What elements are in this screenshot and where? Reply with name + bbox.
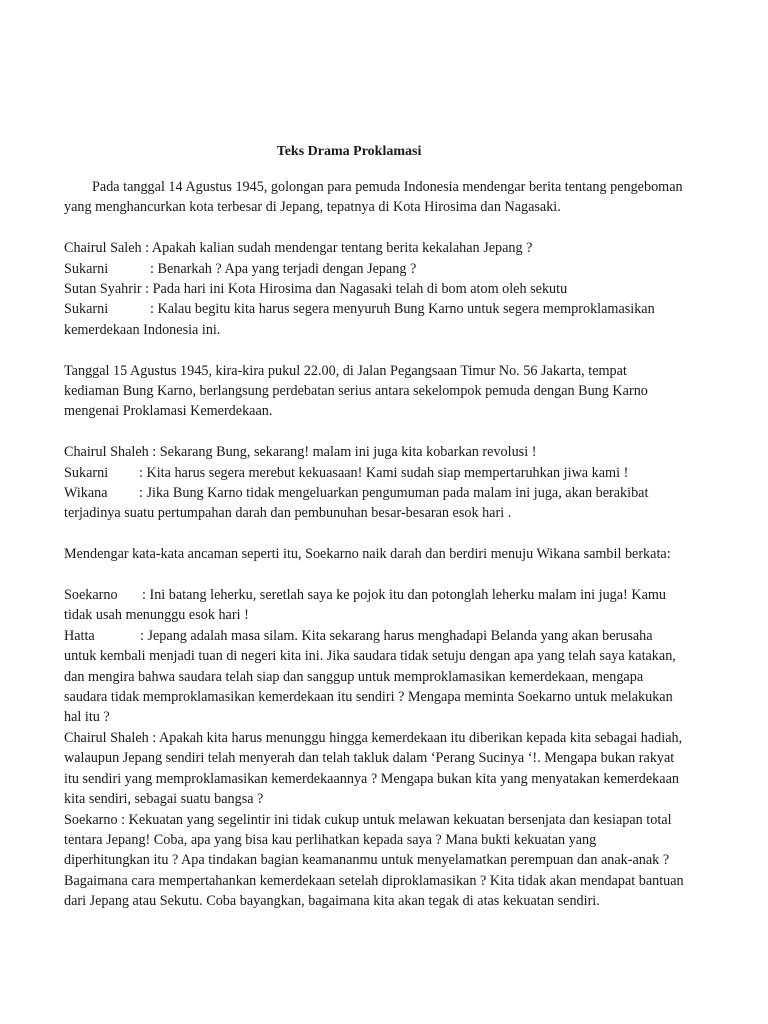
dialogue-text: : Benarkah ? Apa yang terjadi dengan Jepang ? <box>150 260 417 277</box>
paragraph-gap <box>64 524 684 544</box>
speaker-name: Hatta <box>64 627 95 644</box>
dialogue-text: Sekarang Bung, sekarang! malam ini juga kita kobarkan revolusi ! <box>156 444 537 461</box>
dialogue-text: : Jika Bung Karno tidak mengeluarkan pengumuman pada malam ini juga, akan berakibat terjadinya suatu pertumpahan darah dan pembunuhan besar-besaran esok hari . <box>64 485 649 522</box>
document-title <box>0 144 768 160</box>
narration-paragraph: Pada tanggal 14 Agustus 1945, golongan para pemuda Indonesia mendengar berita tentang pengeboman yang menghancurkan kota terbesar di Jepang, tepatnya di Kota Hirosima dan Nagasaki. <box>64 179 683 216</box>
dialogue-line <box>64 442 684 462</box>
dialogue-line <box>64 626 684 728</box>
speaker-name: Chairul Saleh : <box>64 240 150 257</box>
speaker-name: Sukarni <box>64 260 109 277</box>
paragraph-gap <box>64 422 684 442</box>
dialogue-line <box>64 238 684 258</box>
dialogue-line <box>64 728 684 810</box>
narration-paragraph: Tanggal 15 Agustus 1945, kira-kira pukul 22.00, di Jalan Pegangsaan Timur No. 56 Jakarta, tempat kediaman Bung Karno, berlangsung perdebatan serius antara sekelompok pemuda dengan Bung Karno mengenai Proklamasi Kemerdekaan. <box>64 362 648 420</box>
paragraph-gap <box>64 340 684 360</box>
dialogue-text: Pada hari ini Kota Hirosima dan Nagasaki telah di bom atom oleh sekutu <box>149 281 568 298</box>
paragraph-gap <box>64 218 684 238</box>
speaker-name: Soekarno <box>64 587 118 604</box>
dialogue-line <box>64 810 684 912</box>
dialogue-line <box>64 585 684 626</box>
dialogue-line <box>64 279 684 299</box>
speaker-name: Chairul Shaleh : <box>64 444 157 461</box>
dialogue-text: : Kalau begitu kita harus segera menyuruh Bung Karno untuk segera memproklamasikan kemerdekaan Indonesia ini. <box>64 301 655 338</box>
speaker-name: Sukarni <box>64 301 109 318</box>
dialogue-text: : Jepang adalah masa silam. Kita sekarang harus menghadapi Belanda yang akan berusaha untuk kembali menjadi tuan di negeri kita ini. Jika saudara tidak setuju dengan apa yang telah saya katakan, dan mengira bahwa saudara telah siap dan sanggup untuk memproklamasikan kemerdekaan, mengapa saudara tidak memproklamasikan kemerdekaan itu sendiri ? Mengapa meminta Soekarno untuk melakukan hal itu ? <box>64 627 676 726</box>
speaker-name: Wikana <box>64 485 108 502</box>
dialogue-text: Kekuatan yang segelintir ini tidak cukup untuk melawan kekuatan bersenjata dan kesiapan total tentara Jepang! Coba, apa yang bisa kau perlihatkan kepada saya ? Mana bukti kekuatan yang diperhitungkan itu ? Apa tindakan bagian keamananmu untuk menyelamatkan perempuan dan anak-anak ? Bagaimana cara mempertahankan kemerdekaan setelah diproklamasikan ? Kita tidak akan mendapat bantuan dari Jepang atau Sekutu. Coba bayangkan, bagaimana kita akan tegak di atas kekuatan sendiri. <box>64 811 684 910</box>
dialogue-text: : Kita harus segera merebut kekuasaan! Kami sudah siap mempertaruhkan jiwa kami ! <box>139 464 629 481</box>
dialogue-line <box>64 463 684 483</box>
dialogue-text: : Ini batang leherku, seretlah saya ke pojok itu dan potonglah leherku malam ini juga! Kamu tidak usah menunggu esok hari ! <box>64 587 666 624</box>
title-text: Teks Drama Proklamasi <box>276 144 422 159</box>
paragraph-gap <box>64 565 684 585</box>
speaker-name: Soekarno : <box>64 811 126 828</box>
document-body <box>64 177 684 912</box>
speaker-name: Sutan Syahrir : <box>64 281 150 298</box>
dialogue-text: Apakah kita harus menunggu hingga kemerdekaan itu diberikan kepada kita sebagai hadiah, walaupun Jepang sendiri telah menyerah dan telah takluk dalam ‘Perang Sucinya ‘!. Mengapa bukan rakyat itu sendiri yang memproklamasikan kemerdekaannya ? Mengapa bukan kita yang menyatakan kemerdekaan kita sendiri, sebagai suatu bangsa ? <box>64 729 683 808</box>
dialogue-text: Apakah kalian sudah mendengar tentang berita kekalahan Jepang ? <box>149 240 533 257</box>
speaker-name: Chairul Shaleh : <box>64 729 157 746</box>
speaker-name: Sukarni <box>64 464 109 481</box>
dialogue-line <box>64 299 684 340</box>
dialogue-line <box>64 259 684 279</box>
dialogue-line <box>64 483 684 524</box>
narration-paragraph: Mendengar kata-kata ancaman seperti itu, Soekarno naik darah dan berdiri menuju Wikana sambil berkata: <box>64 546 671 563</box>
